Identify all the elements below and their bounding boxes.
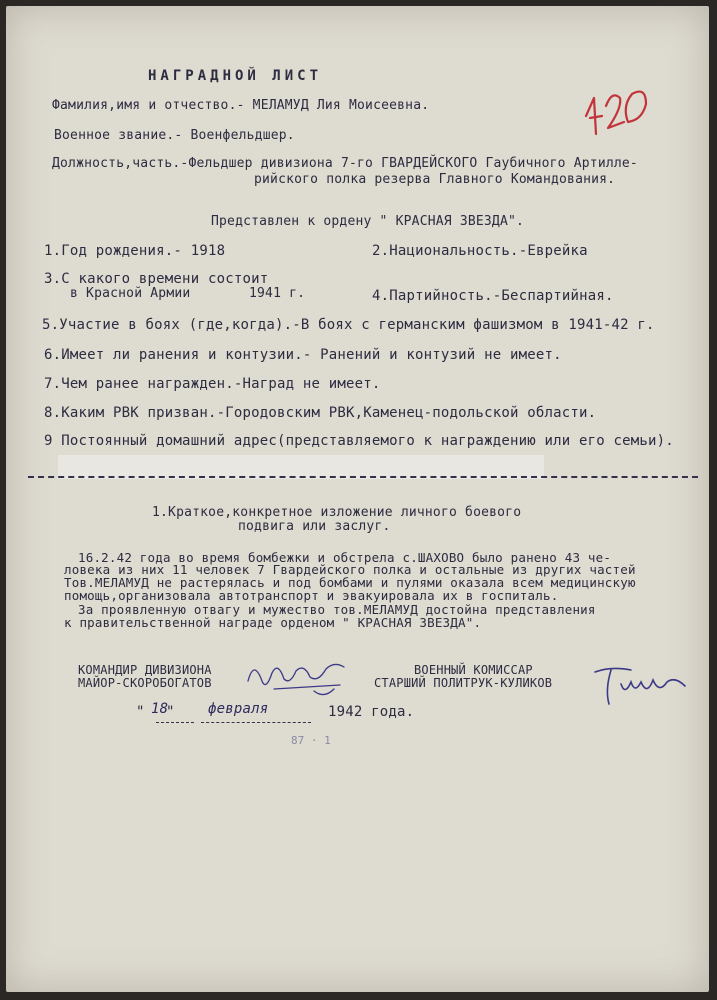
- item-service-year: 1941 г.: [249, 286, 306, 301]
- commander-signature-icon: [244, 651, 354, 701]
- narrative-line-3: Тов.МЕЛАМУД не растерялась и под бомбами и пулями оказала всем медицинскую: [64, 575, 636, 590]
- narrative-line-4: помощь,организовала автотранспорт и эвакуировала их в госпиталь.: [64, 588, 559, 603]
- commissar-name: СТАРШИЙ ПОЛИТРУК-КУЛИКОВ: [374, 676, 553, 690]
- date-quote-open: ": [136, 704, 145, 720]
- item-awards: 7.Чем ранее награжден.-Наград не имеет.: [44, 376, 381, 392]
- nominated-line: Представлен к ордену " КРАСНАЯ ЗВЕЗДА".: [211, 214, 525, 229]
- faint-stamp: 87 · 1: [291, 734, 331, 747]
- narrative-line-6: к правительственной награде орденом " КРАСНАЯ ЗВЕЗДА".: [64, 615, 482, 630]
- commander-title: КОМАНДИР ДИВИЗИОНА: [78, 663, 212, 677]
- section-heading-2: подвига или заслуг.: [238, 519, 391, 534]
- award-sheet: [6, 6, 709, 992]
- date-month: февраля: [208, 701, 269, 717]
- item-battles: 5.Участие в боях (где,когда).-В боях с германским фашизмом в 1941-42 г.: [42, 317, 655, 333]
- item-home-address: 9 Постоянный домашний адрес(представляемого к награждению или его семьи).: [44, 433, 674, 449]
- date-quote-close: ": [166, 704, 175, 720]
- commissar-title: ВОЕННЫЙ КОМИССАР: [414, 663, 533, 677]
- narrative-line-2: ловека из них 11 человек 7 Гвардейского полка и остальные из других частей: [64, 562, 636, 577]
- date-month-underline: [201, 722, 311, 723]
- item-birth-year: 1.Год рождения.- 1918: [44, 243, 226, 259]
- position-line-1: Должность,часть.-Фельдшер дивизиона 7-го ГВАРДЕЙСКОГО Гаубичного Артилле-: [52, 156, 638, 171]
- item-party: 4.Партийность.-Беспартийная.: [372, 288, 614, 304]
- fio-line: Фамилия,имя и отчество.- МЕЛАМУД Лия Моисеевна.: [52, 98, 430, 113]
- narrative-line-5: За проявленную отвагу и мужество тов.МЕЛАМУД достойна представления: [78, 602, 596, 617]
- date-day-underline: [156, 722, 194, 723]
- commissar-signature-icon: [591, 660, 691, 710]
- section-heading-1: 1.Краткое,конкретное изложение личного боевого: [152, 505, 522, 520]
- item-nationality: 2.Национальность.-Еврейка: [372, 243, 588, 259]
- date-day: 18: [151, 701, 169, 717]
- narrative-line-1: 16.2.42 года во время бомбежки и обстрела с.ШАХОВО было ранено 43 че-: [78, 550, 612, 565]
- item-wounds: 6.Имеет ли ранения и контузии.- Ранений и контузий не имеет.: [44, 347, 562, 363]
- commander-name: МАЙОР-СКОРОБОГАТОВ: [78, 676, 212, 690]
- document-title: НАГРАДНОЙ ЛИСТ: [148, 68, 323, 84]
- item-service-since: 3.С какого времени состоит: [44, 271, 269, 287]
- dashed-divider: [28, 476, 698, 478]
- item-service-since-cont: в Красной Армии: [70, 286, 191, 301]
- date-year: 1942 года.: [328, 704, 415, 720]
- rank-line: Военное звание.- Военфельдшер.: [54, 128, 295, 143]
- item-draft-office: 8.Каким РВК призван.-Городовским РВК,Каменец-подольской области.: [44, 405, 597, 421]
- position-line-2: рийского полка резерва Главного Командования.: [254, 172, 616, 187]
- red-pencil-mark-icon: [580, 76, 660, 146]
